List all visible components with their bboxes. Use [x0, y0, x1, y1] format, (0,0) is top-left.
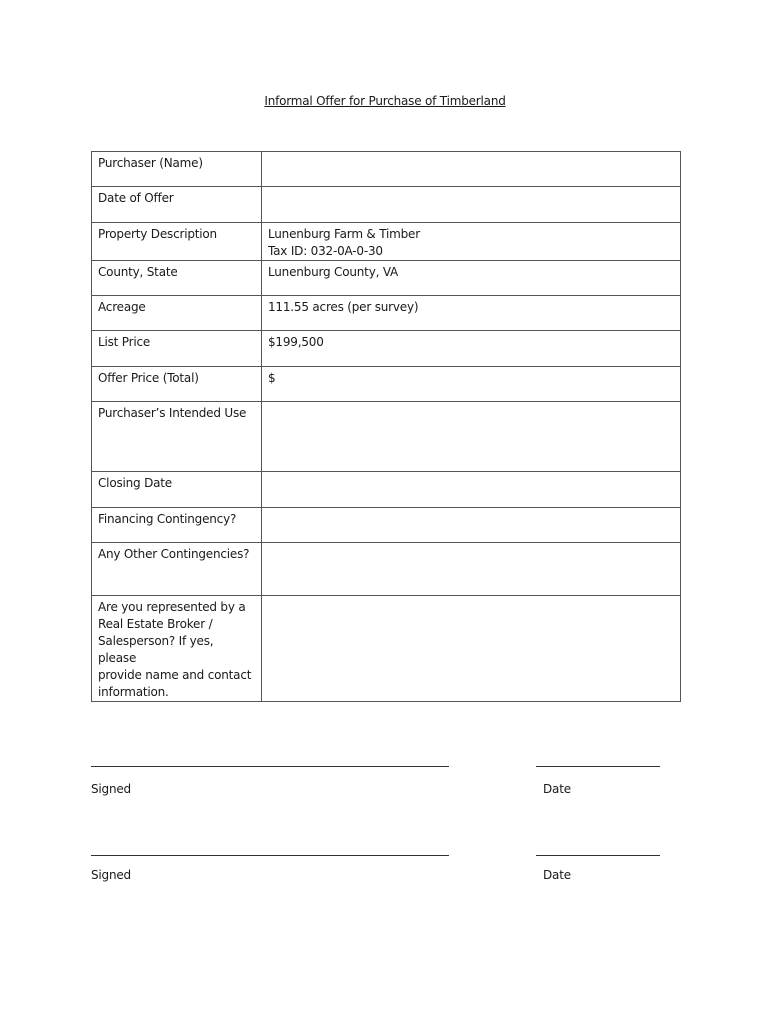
offer-form-table — [91, 151, 681, 702]
broker-info-field[interactable] — [262, 596, 681, 702]
row-label-cell — [92, 187, 262, 223]
cell-text-line: Acreage — [98, 300, 146, 314]
cell-text-line: County, State — [98, 265, 178, 279]
row-label-cell — [92, 296, 262, 331]
document-title: Informal Offer for Purchase of Timberland — [264, 94, 506, 108]
table-row — [92, 261, 681, 296]
financing-contingency-field[interactable] — [262, 508, 681, 543]
date-of-offer-field[interactable] — [262, 187, 681, 223]
cell-text-line: Lunenburg Farm & Timber — [268, 227, 420, 241]
purchaser-name-field[interactable] — [262, 152, 681, 187]
closing-date-field[interactable] — [262, 472, 681, 508]
table-row — [92, 296, 681, 331]
cell-text-line: $199,500 — [268, 335, 324, 349]
row-label-cell — [92, 261, 262, 296]
acreage-value — [262, 296, 681, 331]
cell-text-line: Purchaser’s Intended Use — [98, 406, 247, 420]
signed-label: Signed — [91, 868, 131, 882]
date-line-1[interactable] — [536, 766, 660, 767]
property-description-value — [262, 223, 681, 261]
table-row — [92, 187, 681, 223]
table-row — [92, 223, 681, 261]
cell-text-line: Closing Date — [98, 476, 172, 490]
table-row — [92, 508, 681, 543]
cell-text-line: Financing Contingency? — [98, 512, 237, 526]
intended-use-field[interactable] — [262, 402, 681, 472]
table-row — [92, 402, 681, 472]
table-row — [92, 472, 681, 508]
date-line-2[interactable] — [536, 855, 660, 856]
table-row — [92, 596, 681, 702]
cell-text-line: Date of Offer — [98, 191, 174, 205]
list-price-value — [262, 331, 681, 367]
cell-text-line: Tax ID: 032-0A-0-30 — [268, 244, 383, 258]
row-label-cell — [92, 402, 262, 472]
cell-text-line: Salesperson? If yes, please — [98, 634, 214, 665]
cell-text-line: Purchaser (Name) — [98, 156, 203, 170]
date-label: Date — [543, 782, 571, 796]
cell-text-line: List Price — [98, 335, 151, 349]
date-label: Date — [543, 868, 571, 882]
row-label-cell — [92, 331, 262, 367]
table-row — [92, 331, 681, 367]
row-label-cell — [92, 223, 262, 261]
table-row — [92, 367, 681, 402]
signed-label: Signed — [91, 782, 131, 796]
table-row — [92, 152, 681, 187]
row-label-cell — [92, 472, 262, 508]
cell-text-line: information. — [98, 685, 169, 699]
row-label-cell — [92, 543, 262, 596]
cell-text-line: Lunenburg County, VA — [268, 265, 399, 279]
cell-text-line: 111.55 acres (per survey) — [268, 300, 419, 314]
offer-price-field[interactable] — [262, 367, 681, 402]
cell-text-line: Property Description — [98, 227, 217, 241]
cell-text-line: provide name and contact — [98, 668, 252, 682]
signature-line-1[interactable] — [91, 766, 449, 767]
row-label-cell — [92, 508, 262, 543]
row-label-cell — [92, 152, 262, 187]
row-label-cell — [92, 367, 262, 402]
row-label-cell — [92, 596, 262, 702]
cell-text-line: Real Estate Broker / — [98, 617, 213, 631]
county-state-value — [262, 261, 681, 296]
cell-text-line: $ — [268, 371, 276, 385]
table-row — [92, 543, 681, 596]
cell-text-line: Are you represented by a — [98, 600, 246, 614]
signature-line-2[interactable] — [91, 855, 449, 856]
other-contingencies-field[interactable] — [262, 543, 681, 596]
cell-text-line: Any Other Contingencies? — [98, 547, 250, 561]
cell-text-line: Offer Price (Total) — [98, 371, 199, 385]
